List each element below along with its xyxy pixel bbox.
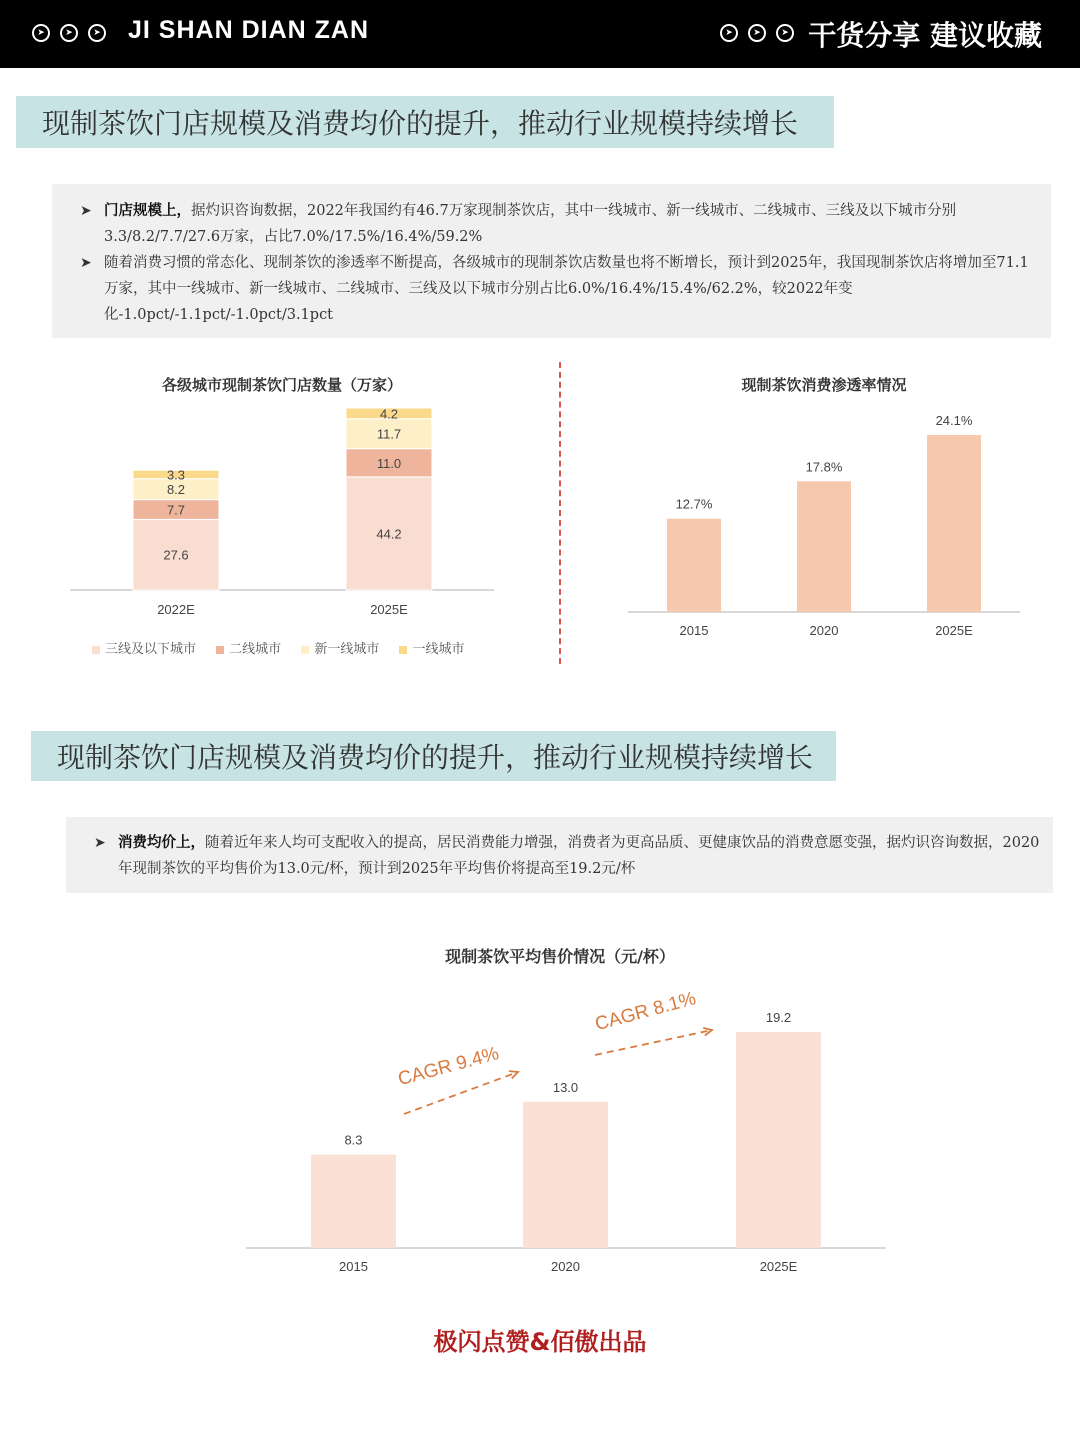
legend-swatch	[92, 646, 100, 654]
chart3-bar	[523, 1102, 608, 1248]
chart1-legend	[92, 638, 480, 657]
circled-arrow-icon: ➤	[748, 24, 766, 42]
bullet-lead: 门店规模上，	[104, 202, 191, 219]
chart1-title: 各级城市现制茶饮门店数量（万家）	[161, 376, 402, 394]
circled-arrow-icon: ➤	[776, 24, 794, 42]
legend-item-tier2	[216, 638, 281, 657]
chart-divider	[559, 362, 561, 664]
legend-label: 一线城市	[412, 642, 465, 657]
legend-swatch	[399, 646, 407, 654]
chart3-cagr-arrow-line	[595, 1030, 712, 1055]
section2-textbox	[66, 817, 1053, 893]
section1-title: 现制茶饮门店规模及消费均价的提升，推动行业规模持续增长	[16, 96, 834, 148]
legend-item-tier1	[399, 638, 464, 657]
chart3-data-label: 13.0	[552, 1079, 579, 1095]
slogan: 干货分享 建议收藏	[808, 19, 1042, 52]
chart1-tick-label: 2022E	[157, 602, 195, 617]
circled-arrow-icon: ➤	[32, 24, 50, 42]
circled-arrow-icon: ➤	[88, 24, 106, 42]
circled-arrow-icon: ➤	[720, 24, 738, 42]
chart3-cagr-annotation: CAGR 8.1%	[592, 988, 699, 1036]
bullet-text: 据灼识咨询数据，2022年我国约有46.7万家现制茶饮店，其中一线城市、新一线城市、二线城市、三线及以下城市分别3.3/8.2/7.7/27.6万家，占比7.0%/17.5%/16.4%/59.2%	[104, 203, 957, 245]
bullet-arrow-icon: ➤	[80, 203, 92, 219]
chart1-data-label: 7.7	[166, 502, 186, 518]
chart3-bar	[311, 1155, 396, 1248]
chart2-tick-label: 2020	[809, 623, 839, 638]
chart1-data-label: 3.3	[166, 467, 186, 483]
chart1-tick-label: 2025E	[370, 602, 408, 617]
chart2-tick-label: 2015	[679, 623, 709, 638]
chart1-data-label: 8.2	[166, 482, 186, 498]
chart2-tick-label: 2025E	[935, 623, 973, 638]
section2-title: 现制茶饮门店规模及消费均价的提升，推动行业规模持续增长	[31, 731, 836, 781]
chart3-cagr-annotation: CAGR 9.4%	[395, 1043, 502, 1091]
bullet-arrow-icon: ➤	[94, 835, 106, 851]
chart1-data-label: 27.6	[163, 547, 189, 563]
chart2-title: 现制茶饮消费渗透率情况	[741, 376, 907, 394]
legend-item-newtier1	[301, 638, 379, 657]
chart2-data-label: 12.7%	[675, 496, 713, 512]
chart3-bar	[736, 1032, 821, 1248]
bullet-arrow-icon: ➤	[80, 255, 92, 271]
chart2-data-label: 17.8%	[805, 459, 843, 475]
chart2-bar	[927, 435, 981, 612]
bullet-item	[90, 830, 1041, 882]
chart1-data-label: 11.0	[376, 455, 402, 471]
circled-arrow-icon: ➤	[60, 24, 78, 42]
legend-label: 二线城市	[229, 642, 282, 657]
chart2-data-label: 24.1%	[935, 413, 973, 428]
chart3-data-label: 19.2	[765, 1010, 792, 1025]
chart2-bar	[797, 481, 851, 612]
bullet-text: 随着消费习惯的常态化、现制茶饮的渗透率不断提高，各级城市的现制茶饮店数量也将不断增长，预计到2025年，我国现制茶饮店将增加至71.1万家，其中一线城市、新一线城市、二线城市、三线及以下城市分别占比6.0%/16.4%/15.4%/62.2%，较2022年变化-1.0pct/-1.1pct/-1.0pct/3.1pct	[104, 255, 1029, 323]
chart3-data-label: 8.3	[344, 1132, 363, 1148]
chart3-tick-label: 2015	[339, 1259, 368, 1274]
legend-label: 新一线城市	[314, 642, 380, 657]
legend-swatch	[301, 646, 309, 654]
legend-label: 三线及以下城市	[105, 642, 197, 657]
chart1-data-label: 4.2	[379, 406, 399, 422]
footer-credit: 极闪点赞&佰傲出品	[433, 1328, 647, 1356]
chart3-tick-label: 2025E	[759, 1259, 798, 1274]
chart1-data-label: 11.7	[376, 426, 402, 442]
bullet-lead: 消费均价上，	[118, 834, 205, 851]
chart3-title: 现制茶饮平均售价情况（元/杯）	[445, 947, 675, 966]
bullet-text: 随着近年来人均可支配收入的提高，居民消费能力增强，消费者为更高品质、更健康饮品的消费意愿变强，据灼识咨询数据，2020年现制茶饮的平均售价为13.0元/杯，预计到2025年平均售价将提高至19.2元/杯	[118, 835, 1040, 877]
chart1-data-label: 44.2	[376, 526, 402, 542]
legend-item-tier3	[92, 638, 196, 657]
chart2-bar	[667, 519, 721, 612]
legend-swatch	[216, 646, 224, 654]
chart3-tick-label: 2020	[551, 1259, 580, 1274]
brand-name: JI SHAN DIAN ZAN	[128, 16, 370, 44]
